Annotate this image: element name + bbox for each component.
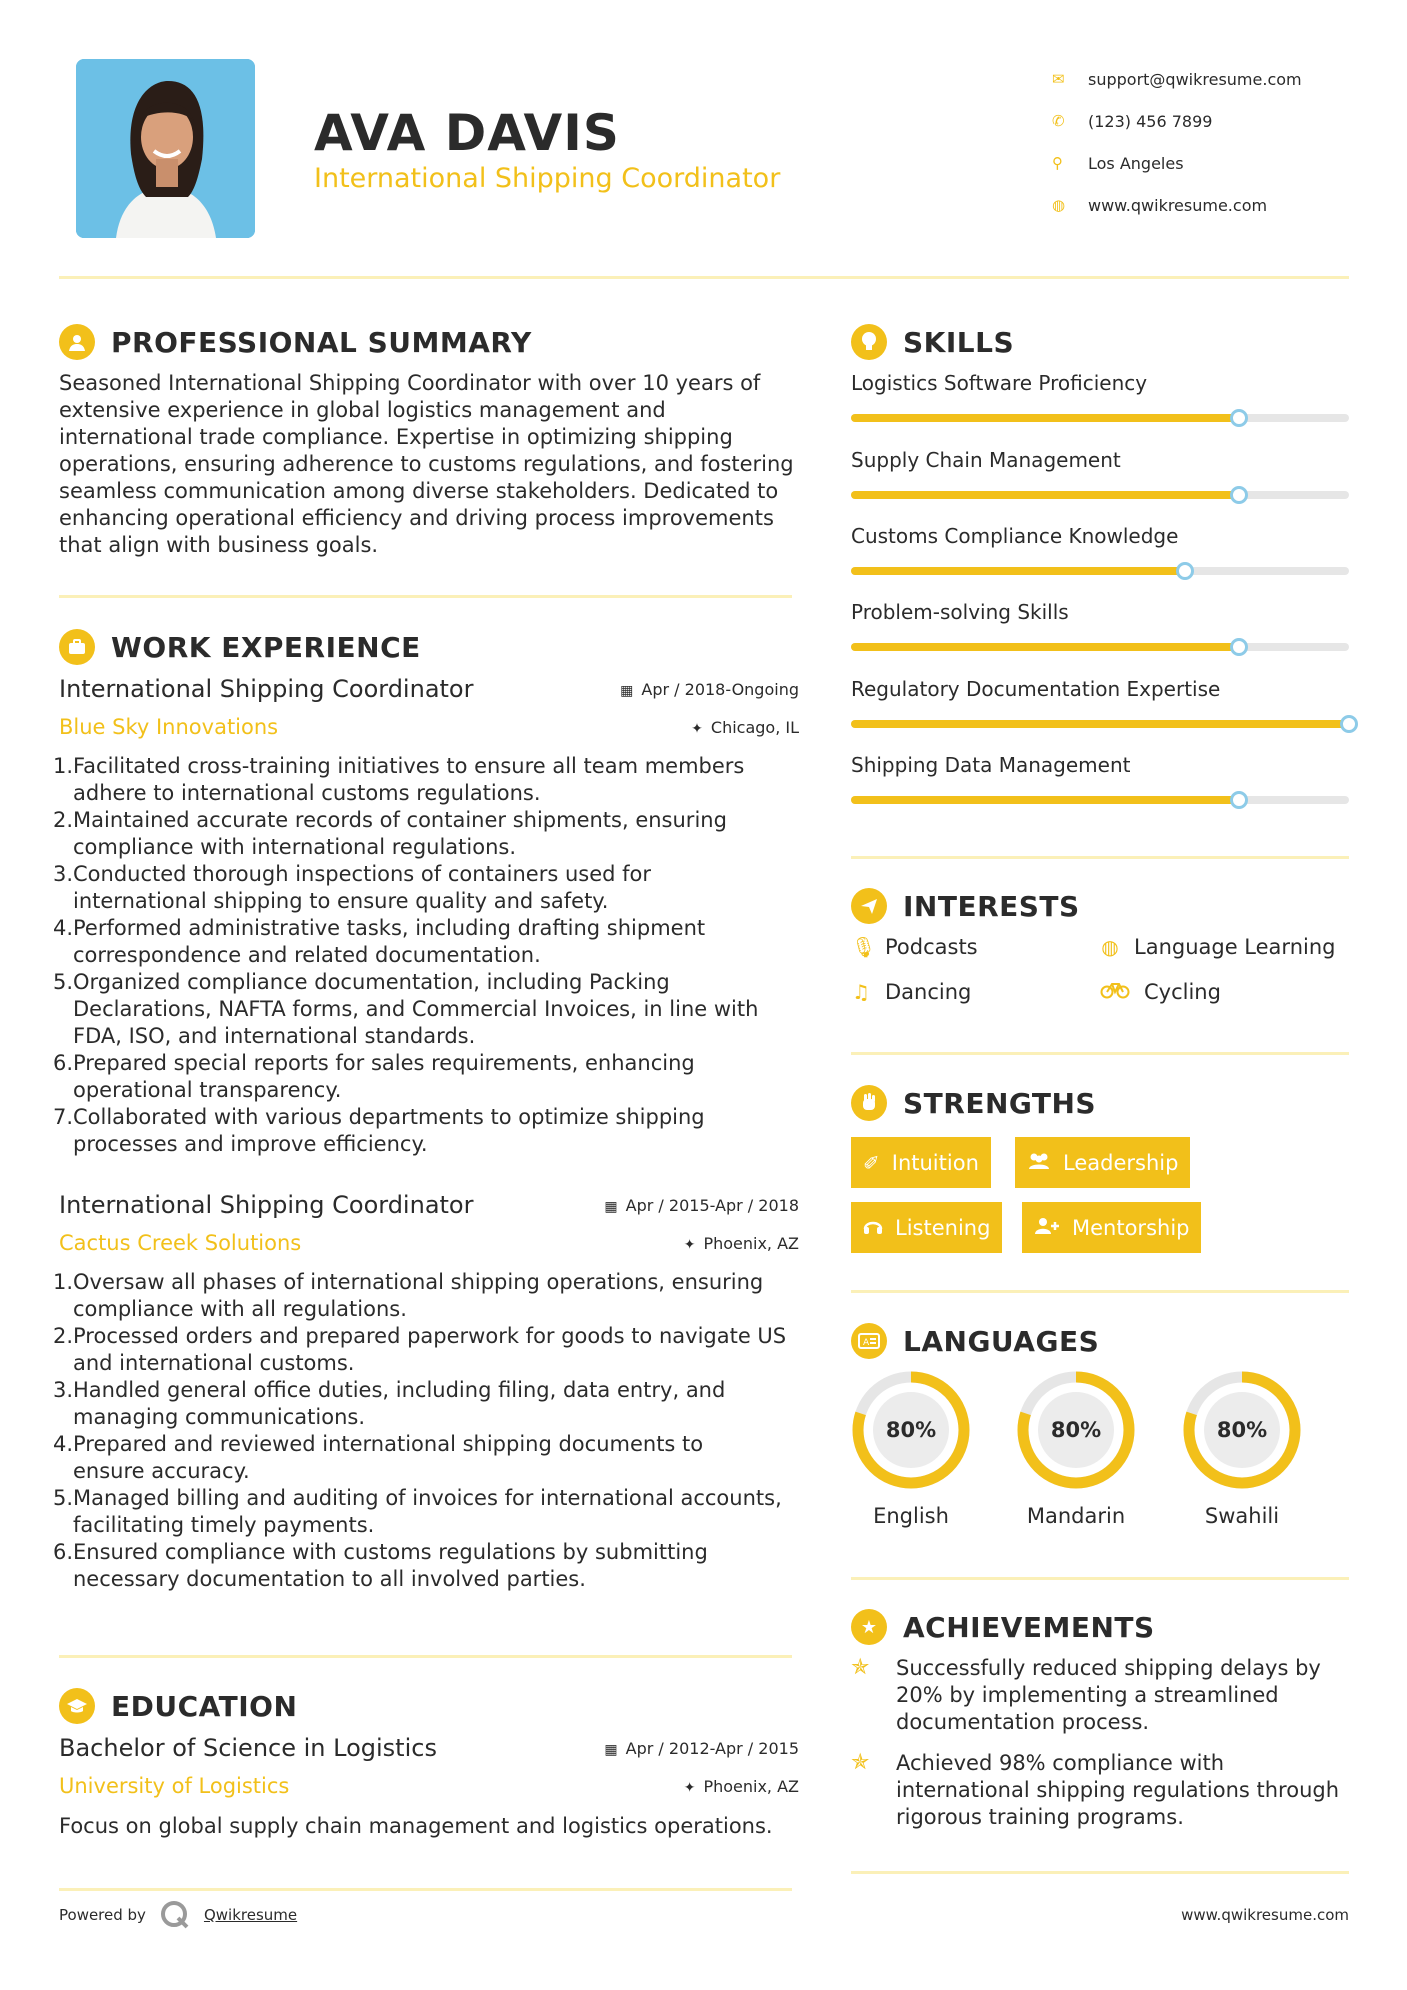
skill-knob (1230, 791, 1248, 809)
pin-icon: ✦ (691, 720, 703, 737)
summary-line: international trade compliance. Expertise in optimizing shipping (59, 425, 733, 449)
strengths-heading (851, 1085, 1096, 1121)
list-item: 4. Performed administrative tasks, including drafting shipment correspondence and related documentation. (53, 916, 706, 967)
job-company: Blue Sky Innovations (59, 715, 279, 739)
bullet-line: necessary documentation to all involved parties. (73, 1567, 586, 1591)
job-bullets (53, 753, 799, 1158)
list-item: 3. Handled general office duties, including filing, data entry, and managing communications. (53, 1378, 726, 1429)
strength-label: Listening (895, 1215, 991, 1240)
school: University of Logistics (59, 1774, 290, 1798)
bullet-line: Maintained accurate records of container shipments, ensuring (73, 808, 727, 832)
skill-knob (1176, 562, 1194, 580)
summary-line: seamless communication among diverse stakeholders. Dedicated to (59, 479, 779, 503)
section-divider (59, 595, 792, 598)
bullet-line: processes and improve efficiency. (73, 1132, 428, 1156)
skill-bar (851, 796, 1349, 804)
bullet-line: Prepared special reports for sales requirements, enhancing (73, 1051, 695, 1075)
job-location (684, 1234, 799, 1253)
bullet-line: Performed administrative tasks, including drafting shipment (73, 916, 706, 940)
user-icon (59, 324, 95, 360)
interests-heading (851, 888, 1080, 924)
languages-title: LANGUAGES (903, 1324, 1100, 1358)
user-plus-icon (1034, 1216, 1060, 1240)
strength-label: Leadership (1063, 1150, 1179, 1175)
bullet-line: Organized compliance documentation, including Packing (73, 970, 670, 994)
interest-label: Dancing (885, 980, 972, 1004)
skill-item (851, 677, 1349, 728)
bullet-line: managing communications. (73, 1405, 366, 1429)
education-location-text: Phoenix, AZ (703, 1776, 799, 1796)
profile-photo-illustration (76, 59, 255, 238)
contact-phone-text: (123) 456 7899 (1088, 111, 1213, 131)
powered-by-label: Powered by (59, 1906, 146, 1924)
skill-bar (851, 567, 1349, 575)
interest-label: Podcasts (885, 935, 978, 959)
skill-label: Problem-solving Skills (851, 600, 1069, 624)
list-item: 6. Ensured compliance with customs regulations by submitting necessary documentation to all involved parties. (53, 1540, 708, 1591)
list-item: 2. Processed orders and prepared paperwork for goods to navigate US and international customs. (53, 1324, 787, 1375)
achievement-item (851, 1750, 1361, 1831)
achievement-line: Successfully reduced shipping delays by (896, 1656, 1321, 1680)
section-divider (851, 1290, 1349, 1293)
skill-knob (1340, 715, 1358, 733)
summary-title: PROFESSIONAL SUMMARY (111, 325, 532, 359)
contact-website[interactable] (1052, 184, 1382, 226)
paper-plane-icon (851, 888, 887, 924)
skill-knob (1230, 409, 1248, 427)
bullet-line: Facilitated cross-training initiatives to ensure all team members (73, 754, 745, 778)
skill-item (851, 448, 1349, 499)
education-dates (604, 1739, 799, 1758)
language-item (1014, 1368, 1138, 1528)
skill-label: Logistics Software Proficiency (851, 371, 1148, 395)
skill-label: Customs Compliance Knowledge (851, 524, 1179, 548)
bullet-line: Processed orders and prepared paperwork for goods to navigate US (73, 1324, 787, 1348)
bullet-line: international shipping to ensure quality and safety. (73, 889, 609, 913)
strength-tag (851, 1137, 991, 1188)
skill-item (851, 600, 1349, 651)
strengths-title: STRENGTHS (903, 1086, 1097, 1120)
skills-title: SKILLS (903, 325, 1015, 359)
bullet-line: FDA, ISO, and international standards. (73, 1024, 476, 1048)
bullet-line: Conducted thorough inspections of containers used for (73, 862, 652, 886)
job-dates-text: Apr / 2015-Apr / 2018 (625, 1195, 799, 1215)
candidate-title: International Shipping Coordinator (314, 163, 781, 194)
bullet-line: facilitating timely payments. (73, 1513, 375, 1537)
envelope-icon: ✉ (1052, 70, 1065, 88)
map-pin-icon: ⚲ (1052, 154, 1063, 172)
achievements-heading (851, 1609, 1155, 1645)
experience-heading (59, 629, 421, 665)
job-company: Cactus Creek Solutions (59, 1231, 302, 1255)
interests-title: INTERESTS (903, 889, 1080, 923)
star-icon: ✯ (851, 1655, 870, 1680)
graduation-cap-icon (59, 1688, 95, 1724)
skill-fill (851, 720, 1349, 728)
summary-line: enhancing operational efficiency and driving process improvements (59, 506, 774, 530)
education-dates-text: Apr / 2012-Apr / 2015 (625, 1738, 799, 1758)
job-bullets (53, 1269, 799, 1593)
skill-fill (851, 643, 1239, 651)
achievement-line: Achieved 98% compliance with (896, 1751, 1225, 1775)
list-item: 4. Prepared and reviewed international shipping documents to ensure accuracy. (53, 1432, 704, 1483)
achievement-line: documentation process. (896, 1710, 1150, 1734)
summary-line: that align with business goals. (59, 533, 379, 557)
bullet-line: Prepared and reviewed international shipping documents to (73, 1432, 704, 1456)
language-percent: 80% (1216, 1418, 1268, 1442)
skill-bar (851, 720, 1349, 728)
degree: Bachelor of Science in Logistics (59, 1734, 437, 1762)
job-role: International Shipping Coordinator (59, 675, 474, 703)
list-item: 1. Facilitated cross-training initiatives to ensure all team members adhere to international customs regulations. (53, 754, 745, 805)
skill-bar (851, 491, 1349, 499)
briefcase-icon (59, 629, 95, 665)
summary-text (59, 370, 799, 559)
list-item: 7. Collaborated with various departments to optimize shipping processes and improve efficiency. (53, 1105, 705, 1156)
section-divider (851, 856, 1349, 859)
skills-heading (851, 324, 1014, 360)
job-location-text: Phoenix, AZ (703, 1233, 799, 1253)
headphones-icon (863, 1216, 883, 1240)
section-divider (851, 1052, 1349, 1055)
skill-item (851, 371, 1349, 422)
job-dates (604, 1196, 799, 1215)
bullet-line: compliance with all regulations. (73, 1297, 407, 1321)
skill-item (851, 753, 1349, 804)
calendar-icon: ▦ (604, 1741, 618, 1758)
job-location (691, 718, 799, 737)
achievement-line: 20% by implementing a streamlined (896, 1683, 1279, 1707)
language-item (849, 1368, 973, 1528)
language-percent: 80% (885, 1418, 937, 1442)
skill-label: Regulatory Documentation Expertise (851, 677, 1221, 701)
contact-email[interactable] (1052, 58, 1382, 100)
skill-fill (851, 414, 1239, 422)
job-entry (53, 675, 799, 1158)
bicycle-icon (1100, 980, 1130, 1004)
bullet-line: Handled general office duties, including filing, data entry, and (73, 1378, 726, 1402)
education-description: Focus on global supply chain management and logistics operations. (59, 1814, 773, 1838)
bullet-line: adhere to international customs regulations. (73, 781, 541, 805)
languages-heading (851, 1323, 1099, 1359)
section-divider (851, 1871, 1349, 1874)
section-divider (851, 1577, 1349, 1580)
strength-tag (1015, 1137, 1190, 1188)
contact-list (1052, 58, 1382, 226)
bullet-line: Ensured compliance with customs regulations by submitting (73, 1540, 708, 1564)
bullet-line: Managed billing and auditing of invoices for international accounts, (73, 1486, 782, 1510)
experience-title: WORK EXPERIENCE (111, 630, 421, 664)
job-entry (53, 1191, 799, 1593)
pin-icon: ✦ (683, 1779, 696, 1796)
profile-photo (76, 59, 255, 238)
summary-heading (59, 324, 532, 360)
footer-website-link[interactable]: www.qwikresume.com (1181, 1906, 1349, 1924)
header-divider (59, 276, 1349, 279)
achievement-line: international shipping regulations through (896, 1778, 1340, 1802)
skill-fill (851, 796, 1239, 804)
list-item: 1. Oversaw all phases of international shipping operations, ensuring compliance with all regulations. (53, 1270, 764, 1321)
calendar-icon: ▦ (620, 682, 634, 699)
calendar-icon: ▦ (604, 1198, 618, 1215)
users-icon (1027, 1151, 1051, 1175)
list-item: 5. Managed billing and auditing of invoices for international accounts, facilitating timely payments. (53, 1486, 782, 1537)
language-item (1180, 1368, 1304, 1528)
bullet-line: compliance with international regulations. (73, 835, 517, 859)
contact-email-text: support@qwikresume.com (1088, 69, 1302, 89)
achievements-title: ACHIEVEMENTS (903, 1610, 1155, 1644)
summary-line: Seasoned International Shipping Coordinator with over 10 years of (59, 371, 761, 395)
star-badge-icon: ★ (851, 1609, 887, 1645)
skill-knob (1230, 638, 1248, 656)
section-divider (59, 1888, 792, 1891)
strength-tag (1022, 1202, 1201, 1253)
job-dates-text: Apr / 2018-Ongoing (641, 679, 799, 699)
list-item: 3. Conducted thorough inspections of containers used for international shipping to ensure quality and safety. (53, 862, 652, 913)
education-heading (59, 1688, 297, 1724)
interest-label: Cycling (1144, 980, 1221, 1004)
skill-knob (1230, 486, 1248, 504)
language-name: English (873, 1504, 949, 1528)
skill-label: Shipping Data Management (851, 753, 1131, 777)
footer-brand-link[interactable]: Qwikresume (203, 1906, 298, 1924)
hand-icon (851, 1085, 887, 1121)
skill-bar (851, 643, 1349, 651)
pin-icon: ✦ (683, 1236, 696, 1253)
bullet-line: ensure accuracy. (73, 1459, 250, 1483)
microphone-icon: 🎙 (851, 935, 877, 959)
qwikresume-logo-icon (160, 1900, 190, 1930)
education-entry (59, 1734, 799, 1838)
job-location-text: Chicago, IL (710, 717, 799, 737)
strength-label: Intuition (891, 1150, 979, 1175)
contact-location-text: Los Angeles (1088, 153, 1184, 173)
magic-wand-icon: ✐ (863, 1150, 880, 1175)
job-dates (620, 680, 799, 699)
bullet-line: Oversaw all phases of international shipping operations, ensuring (73, 1270, 764, 1294)
list-item: 5. Organized compliance documentation, including Packing Declarations, NAFTA forms, and Commercial Invoices, in line with FDA, ISO, and international standards. (53, 970, 759, 1048)
globe-icon: ◍ (1101, 935, 1119, 959)
job-role: International Shipping Coordinator (59, 1191, 474, 1219)
achievement-item (851, 1655, 1361, 1736)
skill-item (851, 524, 1349, 575)
phone-icon: ✆ (1052, 112, 1065, 130)
skill-fill (851, 491, 1239, 499)
skill-bar (851, 414, 1349, 422)
globe-icon: ◍ (1052, 196, 1066, 214)
bullet-line: correspondence and related documentation. (73, 943, 541, 967)
lightbulb-icon (851, 324, 887, 360)
strength-tag (851, 1202, 1002, 1253)
skill-fill (851, 567, 1185, 575)
summary-line: extensive experience in global logistics management and (59, 398, 666, 422)
language-name: Swahili (1204, 1504, 1280, 1528)
bullet-line: and international customs. (73, 1351, 355, 1375)
language-name: Mandarin (1026, 1504, 1126, 1528)
achievement-text (896, 1750, 1339, 1831)
translate-icon (851, 1323, 887, 1359)
interest-item (1100, 935, 1335, 959)
list-item: 6. Prepared special reports for sales requirements, enhancing operational transparency. (53, 1051, 695, 1102)
interest-item (851, 935, 978, 959)
candidate-name: AVA DAVIS (314, 104, 620, 162)
svg-text:A: A (863, 1338, 870, 1348)
education-location (684, 1777, 799, 1796)
music-note-icon: ♫ (852, 980, 870, 1004)
achievement-line: rigorous training programs. (896, 1805, 1184, 1829)
strength-label: Mentorship (1072, 1215, 1190, 1240)
skill-label: Supply Chain Management (851, 448, 1121, 472)
footer-powered-by (59, 1900, 297, 1930)
list-item: 2. Maintained accurate records of container shipments, ensuring compliance with international regulations. (53, 808, 727, 859)
section-divider (59, 1655, 792, 1658)
achievement-text (896, 1655, 1321, 1736)
interest-item (1100, 980, 1221, 1004)
education-title: EDUCATION (111, 1689, 298, 1723)
contact-website-text: www.qwikresume.com (1088, 195, 1268, 215)
contact-location (1052, 142, 1382, 184)
interest-label: Language Learning (1134, 935, 1336, 959)
bullet-line: Collaborated with various departments to optimize shipping (73, 1105, 705, 1129)
interest-item (851, 980, 971, 1004)
language-percent: 80% (1050, 1418, 1102, 1442)
contact-phone[interactable] (1052, 100, 1382, 142)
bullet-line: operational transparency. (73, 1078, 342, 1102)
summary-line: operations, ensuring adherence to customs regulations, and fostering (59, 452, 794, 476)
bullet-line: Declarations, NAFTA forms, and Commercial Invoices, in line with (73, 997, 759, 1021)
star-icon: ✯ (851, 1750, 870, 1775)
